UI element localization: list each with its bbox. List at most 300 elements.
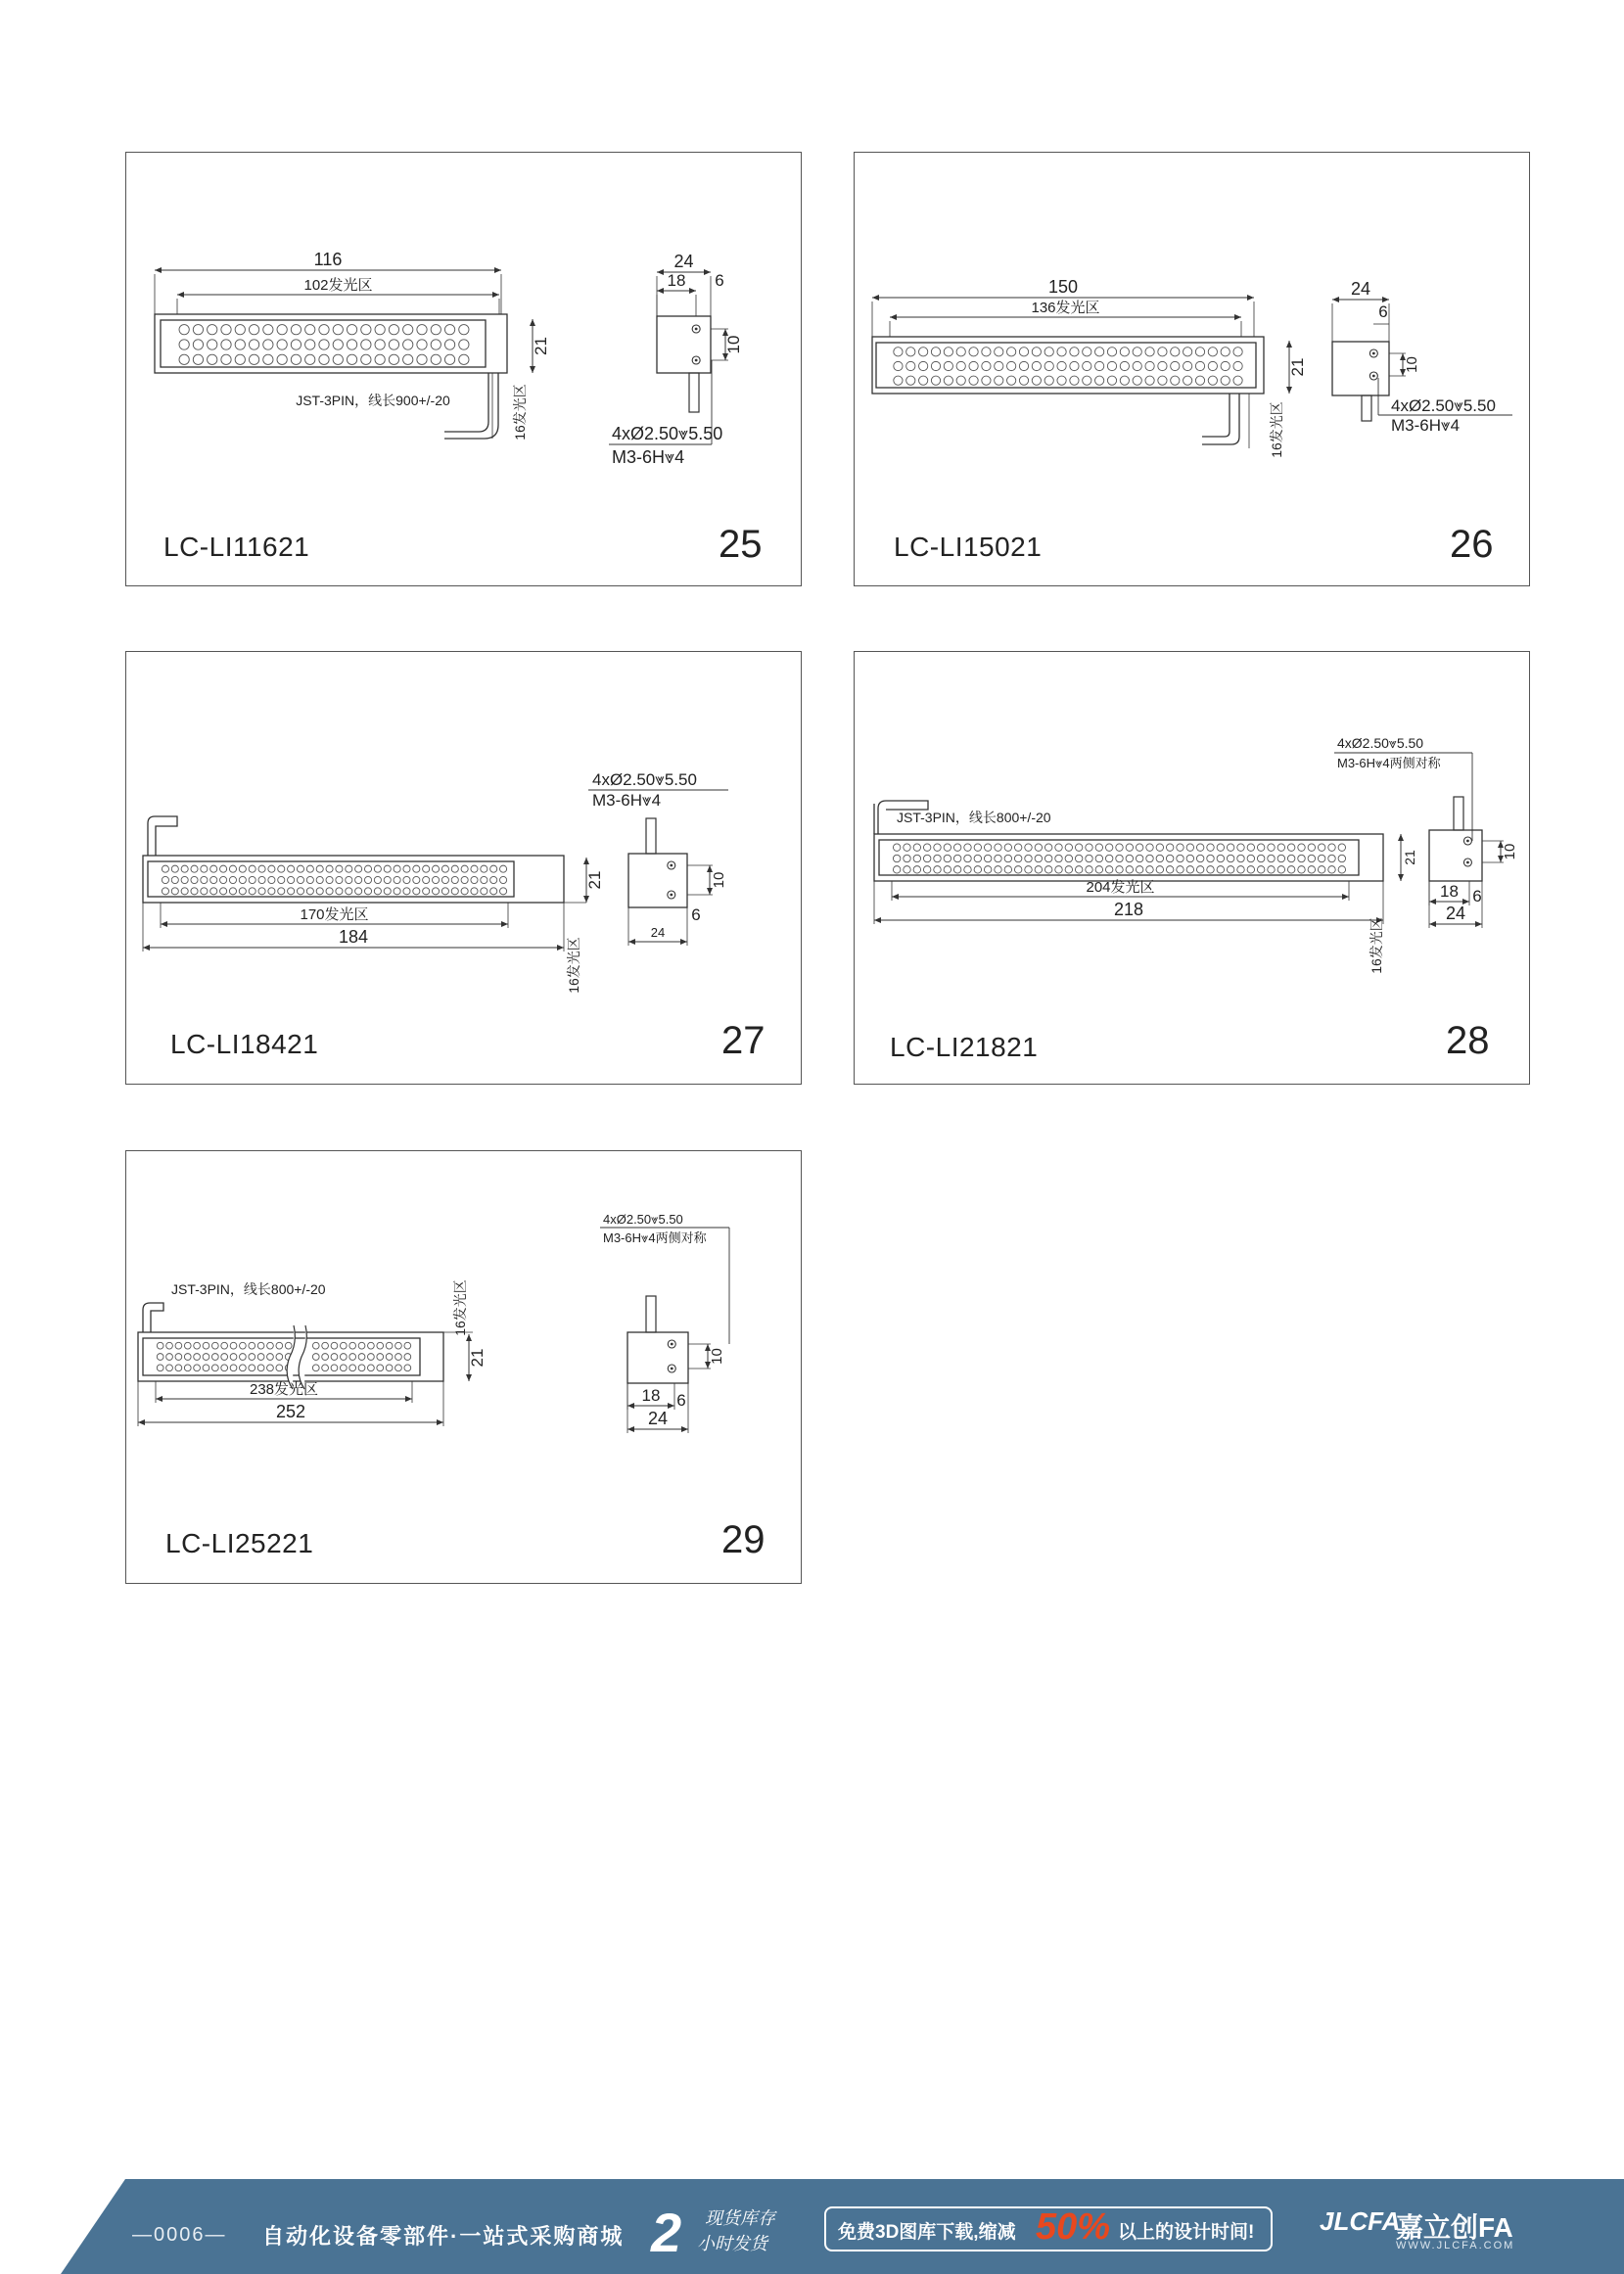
led-dot (1095, 844, 1102, 851)
led-dot (894, 348, 903, 356)
led-dot (349, 1354, 356, 1361)
led-dot (364, 876, 371, 883)
led-dot (263, 354, 273, 364)
led-dot (1055, 866, 1062, 873)
led-dot (389, 340, 398, 349)
led-dot (276, 1354, 283, 1361)
led-dot (171, 876, 178, 883)
brand-url: WWW.JLCFA.COM (1396, 2240, 1515, 2251)
led-dot (1025, 866, 1032, 873)
led-dot (355, 876, 362, 883)
led-dot (1014, 855, 1021, 861)
led-dot (1095, 855, 1102, 861)
led-dot (181, 876, 188, 883)
led-dot (249, 865, 255, 872)
arrow-head (1429, 921, 1436, 927)
product-panel-25 (125, 152, 802, 586)
dimension-label: 18 (1440, 882, 1459, 901)
led-dot (368, 1365, 375, 1371)
led-dot (1166, 844, 1173, 851)
led-dot (923, 844, 930, 851)
led-dot (1105, 855, 1112, 861)
led-dot (444, 325, 454, 335)
led-dot (184, 1354, 191, 1361)
led-dot (995, 855, 1001, 861)
led-dot (268, 888, 275, 895)
drawing-28 (855, 652, 1531, 1086)
emit-height-label: 16发光区 (1369, 917, 1384, 974)
led-dot (1126, 866, 1133, 873)
led-dot (1032, 348, 1041, 356)
arrow-head (1475, 921, 1482, 927)
led-dot (964, 844, 971, 851)
dimension-label: 21 (585, 870, 604, 890)
arrow-head (722, 329, 728, 336)
led-dot (326, 865, 333, 872)
led-dot (1158, 376, 1167, 385)
led-dot (1044, 855, 1051, 861)
led-dot (490, 888, 497, 895)
led-dot (1075, 855, 1082, 861)
led-dot (1105, 844, 1112, 851)
led-dot (1086, 844, 1092, 851)
led-dot (267, 1342, 274, 1349)
arrow-head (557, 945, 564, 951)
led-dot (162, 888, 168, 895)
led-dot (322, 1342, 329, 1349)
hole-spec-label: 4xØ2.50⩔5.50 (1337, 735, 1424, 751)
led-dot (953, 844, 960, 851)
led-dot (490, 876, 497, 883)
led-dot (257, 1365, 264, 1371)
led-dot (1308, 866, 1315, 873)
led-dot (931, 376, 940, 385)
thread-spec-label: M3-6H⩔4两侧对称 (603, 1230, 707, 1245)
led-dot (297, 865, 303, 872)
led-dot (230, 1342, 237, 1349)
led-dot (203, 1365, 209, 1371)
arrow-head (161, 921, 167, 927)
led-dot (1177, 855, 1183, 861)
led-dot (904, 844, 910, 851)
dimension-label: 18 (641, 1386, 661, 1405)
led-dot (1055, 855, 1062, 861)
page-number: 29 (721, 1518, 766, 1561)
led-dot (1014, 844, 1021, 851)
mounting-hole-center (671, 1343, 673, 1346)
led-dot (894, 376, 903, 385)
led-dot (208, 325, 217, 335)
led-dot (1116, 844, 1123, 851)
dimension-label: 24 (647, 1409, 669, 1428)
arrow-head (143, 945, 150, 951)
led-dot (956, 361, 965, 370)
led-dot (894, 361, 903, 370)
stock-line-1: 现货库存 (705, 2208, 775, 2228)
led-dot (1166, 855, 1173, 861)
led-dot (953, 855, 960, 861)
dimension-label: 21 (1402, 850, 1417, 865)
arrow-head (1398, 874, 1404, 881)
led-dot (306, 888, 313, 895)
led-dot (904, 866, 910, 873)
led-dot (361, 340, 371, 349)
led-dot (934, 866, 941, 873)
led-dot (240, 1342, 247, 1349)
arrow-head (627, 1403, 634, 1409)
led-dot (995, 361, 1003, 370)
led-dot (1338, 855, 1345, 861)
arrow-head (466, 1374, 472, 1381)
led-dot (404, 1342, 411, 1349)
led-dot (193, 340, 203, 349)
led-dot (1298, 844, 1305, 851)
led-dot (441, 865, 448, 872)
led-dot (267, 1354, 274, 1361)
led-dot (210, 865, 217, 872)
led-dot (934, 855, 941, 861)
side-cable-stub (646, 1296, 656, 1332)
led-dot (364, 888, 371, 895)
led-dot (1328, 855, 1335, 861)
led-dot (1032, 376, 1041, 385)
led-dot (166, 1365, 173, 1371)
led-dot (1086, 855, 1092, 861)
led-dot (984, 855, 991, 861)
led-dot (1287, 866, 1294, 873)
led-dot (451, 888, 458, 895)
model-code: LC-LI11621 (163, 532, 310, 562)
led-dot (347, 325, 356, 335)
led-dot (1116, 866, 1123, 873)
led-dot (340, 1365, 347, 1371)
led-dot (1014, 866, 1021, 873)
led-dot (1237, 844, 1244, 851)
cable-lead (444, 373, 488, 432)
led-dot (347, 354, 356, 364)
led-dot (417, 340, 427, 349)
led-dot (374, 865, 381, 872)
led-dot (931, 348, 940, 356)
mounting-hole-center (670, 894, 673, 897)
led-dot (184, 1342, 191, 1349)
led-dot (1032, 361, 1041, 370)
led-dot (1268, 844, 1275, 851)
led-dot (1004, 866, 1011, 873)
led-dot (995, 376, 1003, 385)
led-dot (906, 376, 915, 385)
emit-height-label: 16发光区 (512, 384, 528, 441)
led-dot (1177, 844, 1183, 851)
led-dot (1156, 855, 1163, 861)
promo-text-pre: 免费3D图库下载,缩减 (838, 2222, 1016, 2243)
side-cable-stub (1454, 797, 1463, 830)
led-dot (384, 876, 391, 883)
mounting-hole-center (695, 328, 698, 331)
led-dot (500, 888, 507, 895)
led-dot (211, 1342, 218, 1349)
arrow-head (668, 1403, 674, 1409)
led-dot (1195, 348, 1204, 356)
led-dot (459, 340, 469, 349)
page-number: 28 (1446, 1019, 1490, 1062)
led-dot (288, 865, 295, 872)
led-dot (1207, 866, 1214, 873)
led-dot (305, 354, 315, 364)
break-line (287, 1325, 295, 1389)
dimension-label: 170发光区 (300, 906, 369, 923)
led-dot (441, 876, 448, 883)
led-dot (221, 340, 231, 349)
led-dot (919, 348, 928, 356)
led-dot (377, 1354, 384, 1361)
arrow-head (874, 917, 881, 923)
light-bar-window (148, 861, 514, 897)
dimension-label: 10 (724, 335, 743, 354)
arrow-head (155, 267, 162, 273)
led-dot (417, 325, 427, 335)
led-dot (1044, 348, 1053, 356)
arrow-head (1234, 314, 1241, 320)
arrow-head (657, 288, 664, 294)
led-dot (1004, 855, 1011, 861)
led-dot (240, 1354, 247, 1361)
led-dot (210, 876, 217, 883)
led-dot (459, 354, 469, 364)
led-dot (1183, 348, 1192, 356)
led-dot (239, 888, 246, 895)
led-dot (1158, 348, 1167, 356)
led-dot (220, 865, 227, 872)
led-dot (1247, 844, 1254, 851)
led-dot (984, 866, 991, 873)
dimension-label: 150 (1047, 277, 1079, 297)
led-dot (394, 865, 400, 872)
led-dot (249, 1354, 255, 1361)
light-bar-body (872, 337, 1264, 394)
led-dot (944, 348, 952, 356)
led-dot (461, 876, 468, 883)
dimension-label: 18 (667, 271, 686, 290)
led-dot (319, 354, 329, 364)
dimension-label: 21 (1288, 357, 1307, 377)
led-dot (1136, 866, 1142, 873)
hole-spec-label: 4xØ2.50⩔5.50 (612, 424, 723, 443)
led-dot (1171, 348, 1180, 356)
led-dot (166, 1354, 173, 1361)
led-dot (1126, 844, 1133, 851)
led-dot (1268, 855, 1275, 861)
arrow-head (1286, 341, 1292, 348)
arrow-head (156, 1396, 162, 1402)
led-dot (194, 1342, 201, 1349)
led-dot (1035, 866, 1042, 873)
led-dot (305, 340, 315, 349)
led-dot (461, 865, 468, 872)
led-dot (1183, 376, 1192, 385)
led-dot (1186, 844, 1193, 851)
led-dot (201, 888, 208, 895)
led-dot (278, 876, 285, 883)
led-dot (1221, 361, 1230, 370)
led-dot (326, 888, 333, 895)
led-dot (1145, 376, 1154, 385)
led-dot (919, 361, 928, 370)
cable-spec-label: JST-3PIN，线长900+/-20 (296, 393, 450, 408)
led-dot (331, 1365, 338, 1371)
model-code: LC-LI21821 (890, 1032, 1039, 1062)
led-dot (1120, 361, 1129, 370)
led-dot (919, 376, 928, 385)
arrow-head (872, 295, 879, 301)
led-dot (1019, 361, 1028, 370)
led-dot (208, 340, 217, 349)
led-dot (461, 888, 468, 895)
led-dot (221, 1354, 228, 1361)
led-dot (1233, 348, 1242, 356)
led-dot (368, 1354, 375, 1361)
led-dot (893, 844, 900, 851)
footer-slogan: 自动化设备零部件·一站式采购商城 (262, 2224, 625, 2249)
led-dot (394, 888, 400, 895)
page-number: 25 (719, 523, 763, 566)
mounting-hole-center (1466, 840, 1469, 843)
led-dot (1133, 361, 1141, 370)
led-dot (306, 865, 313, 872)
led-dot (1035, 844, 1042, 851)
led-dot (403, 876, 410, 883)
led-dot (432, 865, 439, 872)
led-dot (211, 1365, 218, 1371)
led-dot (179, 340, 189, 349)
led-dot (500, 876, 507, 883)
emit-height-label: 16发光区 (566, 937, 581, 994)
led-dot (386, 1342, 393, 1349)
led-dot (904, 855, 910, 861)
led-dot (906, 348, 915, 356)
led-dot (404, 1354, 411, 1361)
led-dot (1186, 855, 1193, 861)
led-dot (1145, 361, 1154, 370)
emit-height-label: 16发光区 (452, 1279, 468, 1336)
arrow-head (583, 896, 589, 903)
led-dot (403, 325, 413, 335)
led-dot (175, 1354, 182, 1361)
led-dot (291, 325, 301, 335)
arrow-head (1247, 295, 1254, 301)
led-dot (404, 1365, 411, 1371)
led-dot (377, 1365, 384, 1371)
led-dot (179, 354, 189, 364)
side-cable-stub (689, 373, 699, 412)
led-dot (1208, 361, 1217, 370)
led-dot (432, 888, 439, 895)
led-dot (956, 376, 965, 385)
arrow-head (890, 314, 897, 320)
dimension-label: 116 (313, 250, 343, 269)
led-dot (336, 888, 343, 895)
led-dot (194, 1365, 201, 1371)
led-dot (181, 865, 188, 872)
cable-lead (444, 373, 498, 439)
led-dot (194, 1354, 201, 1361)
led-dot (230, 1365, 237, 1371)
led-dot (312, 1354, 319, 1361)
led-dot (166, 1342, 173, 1349)
led-dot (1208, 348, 1217, 356)
led-dot (413, 865, 420, 872)
led-dot (982, 348, 991, 356)
mounting-hole-center (695, 359, 698, 362)
led-dot (322, 1354, 329, 1361)
led-dot (956, 348, 965, 356)
led-dot (964, 855, 971, 861)
led-dot (441, 888, 448, 895)
led-dot (913, 866, 920, 873)
dimension-label: 184 (338, 927, 369, 947)
led-dot (210, 888, 217, 895)
thread-spec-label: M3-6H⩔4两侧对称 (1337, 756, 1441, 770)
led-dot (157, 1365, 163, 1371)
led-dot (1057, 361, 1066, 370)
side-b-label: 6 (1378, 302, 1388, 321)
led-dot (923, 866, 930, 873)
arrow-head (405, 1396, 412, 1402)
arrow-head (1342, 894, 1349, 900)
led-dot (331, 1342, 338, 1349)
led-dot (1007, 376, 1016, 385)
footer-page-number: —0006— (132, 2224, 227, 2246)
arrow-head (892, 894, 899, 900)
led-dot (291, 354, 301, 364)
led-dot (278, 888, 285, 895)
led-dot (1044, 376, 1053, 385)
light-bar-window (161, 320, 486, 367)
led-dot (944, 376, 952, 385)
led-dot (1095, 361, 1104, 370)
led-dot (893, 866, 900, 873)
led-dot (1171, 361, 1180, 370)
led-dot (953, 866, 960, 873)
led-dot (431, 354, 441, 364)
led-dot (1083, 348, 1091, 356)
led-dot (221, 1365, 228, 1371)
led-dot (1186, 866, 1193, 873)
side-b-label: 6 (676, 1391, 686, 1410)
led-dot (893, 855, 900, 861)
led-dot (229, 876, 236, 883)
arrow-head (492, 292, 499, 298)
led-dot (276, 1365, 283, 1371)
led-dot (175, 1365, 182, 1371)
led-dot (258, 865, 265, 872)
cable-spec-label: JST-3PIN，线长800+/-20 (171, 1281, 326, 1297)
arrow-head (680, 939, 687, 945)
led-dot (944, 844, 951, 851)
led-dot (1233, 376, 1242, 385)
led-dot (364, 865, 371, 872)
led-dot (1287, 855, 1294, 861)
led-dot (263, 340, 273, 349)
dimension-label: 102发光区 (303, 277, 373, 294)
led-dot (403, 865, 410, 872)
led-dot (444, 354, 454, 364)
led-dot (995, 348, 1003, 356)
led-dot (913, 855, 920, 861)
led-dot (974, 844, 981, 851)
jlcfa-logo-icon: JLCFA (1320, 2206, 1401, 2236)
led-dot (316, 888, 323, 895)
